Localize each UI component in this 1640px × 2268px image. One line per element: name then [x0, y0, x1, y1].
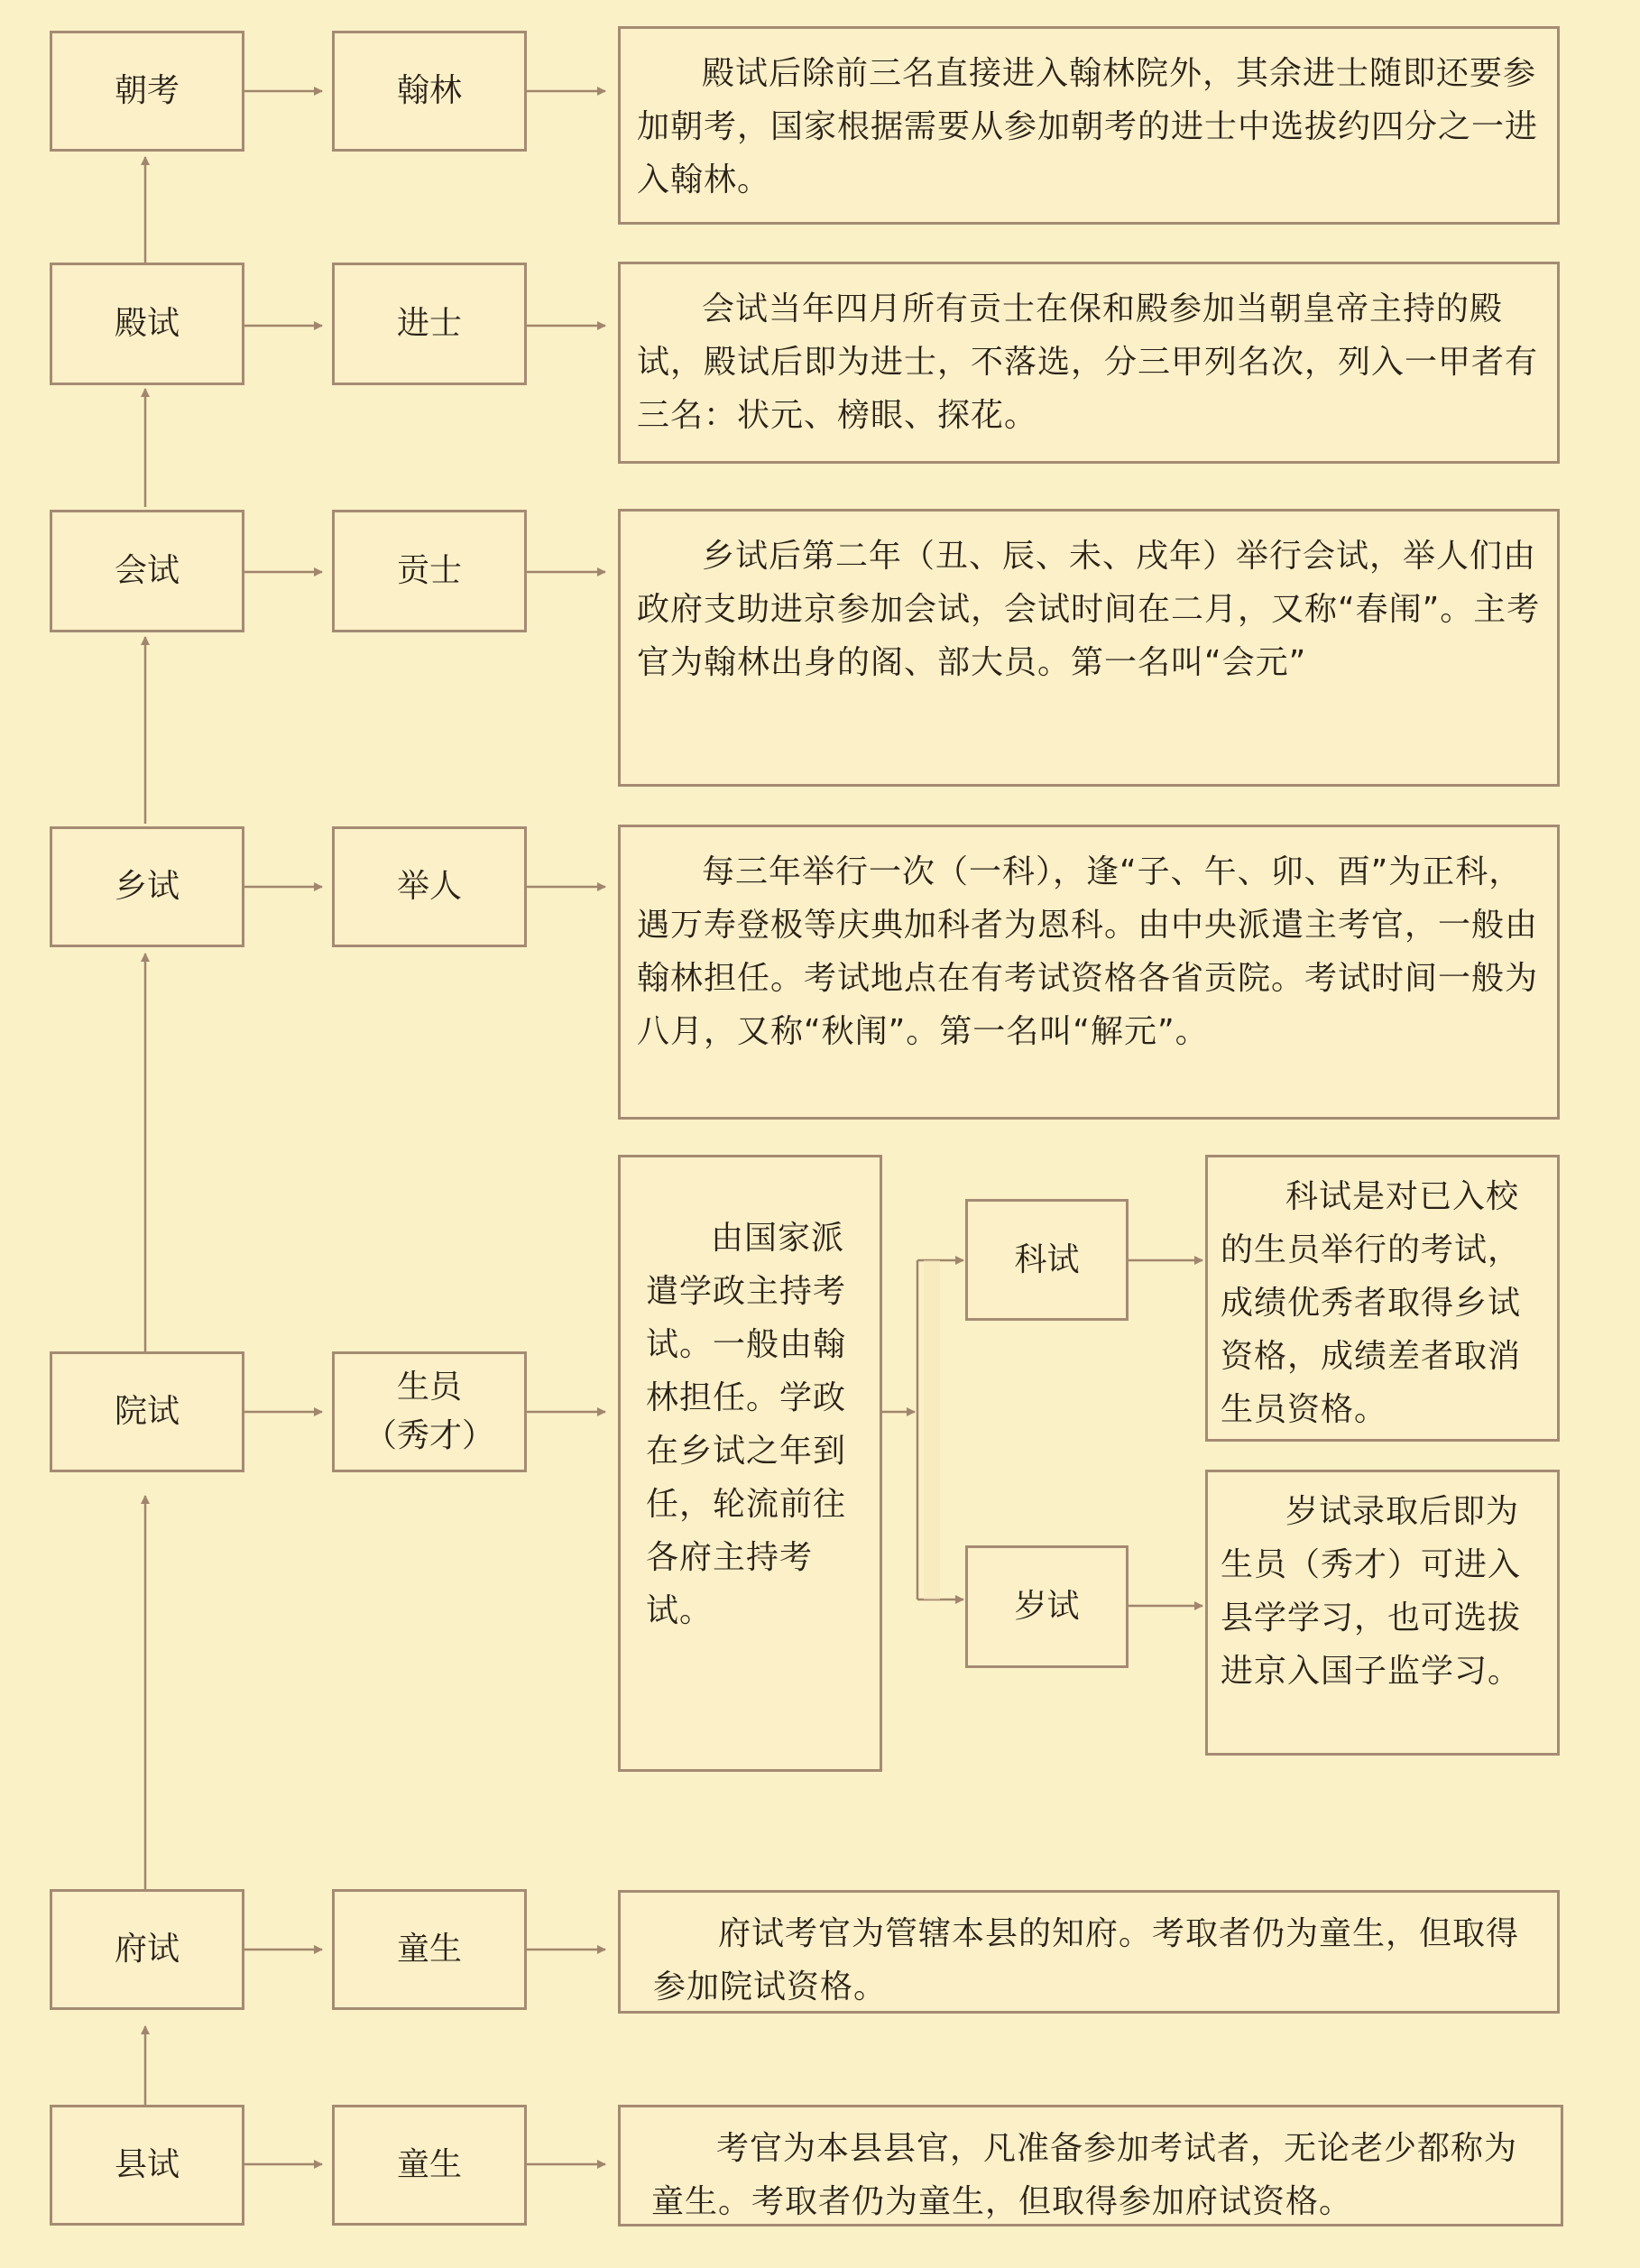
desc-keshi — [1205, 1155, 1560, 1442]
subexam-keshi — [965, 1199, 1129, 1321]
subexam-suishi-label: 岁试 — [1014, 1588, 1080, 1625]
stage-huishi — [50, 510, 244, 632]
desc-yuanshi-text: 由国家派遣学政主持考试。一般由翰林担任。学政在乡试之年到任，轮流前往各府主持考试。 — [646, 1220, 847, 1629]
title-tongsheng-xian — [332, 2105, 527, 2226]
stage-yuanshi-label: 院试 — [114, 1393, 180, 1430]
title-juren — [332, 826, 527, 947]
title-juren-label: 举人 — [396, 868, 462, 905]
stage-yuanshi — [50, 1351, 244, 1472]
title-tongsheng-fu — [332, 1889, 527, 2010]
desc-huishi-text: 乡试后第二年（丑、辰、未、戌年）举行会试，举人们由政府支助进京参加会试，会试时间在二月，又称“春闱”。主考官为翰林出身的阁、部大员。第一名叫“会元” — [637, 538, 1541, 681]
desc-fushi — [618, 1890, 1560, 2014]
title-gongshi — [332, 510, 527, 632]
desc-chaokao-text: 殿试后除前三名直接进入翰林院外，其余进士随即还要参加朝考，国家根据需要从参加朝考的进士中选拔约四分之一进入翰林。 — [637, 55, 1539, 198]
title-shengyuan-label: 生员 — [396, 1369, 462, 1406]
desc-fushi-text: 府试考官为管辖本县的知府。考取者仍为童生，但取得参加院试资格。 — [653, 1915, 1520, 2005]
desc-suishi-text: 岁试录取后即为生员（秀才）可进入县学学习，也可选拔进京入国子监学习。 — [1221, 1493, 1522, 1690]
subexam-suishi — [965, 1545, 1129, 1668]
desc-xianshi — [618, 2105, 1563, 2227]
subexam-keshi-label: 科试 — [1014, 1240, 1080, 1278]
desc-xiangshi — [618, 825, 1560, 1120]
desc-dianshi — [618, 262, 1560, 464]
stage-xiangshi-label: 乡试 — [114, 868, 180, 905]
stage-dianshi — [50, 263, 244, 385]
title-jinshi — [332, 263, 527, 385]
title-jinshi-label: 进士 — [396, 305, 462, 342]
stage-dianshi-label: 殿试 — [114, 305, 180, 342]
stage-huishi-label: 会试 — [114, 552, 180, 589]
title-shengyuan — [332, 1351, 527, 1472]
title-tongsheng-xian-label: 童生 — [396, 2146, 462, 2183]
title-hanlin — [332, 31, 527, 152]
desc-keshi-text: 科试是对已入校的生员举行的考试，成绩优秀者取得乡试资格，成绩差者取消生员资格。 — [1221, 1178, 1522, 1428]
title-gongshi-label: 贡士 — [396, 552, 462, 589]
title-tongsheng-fu-label: 童生 — [396, 1931, 462, 1968]
stage-xiangshi — [50, 826, 244, 947]
stage-xianshi — [50, 2105, 244, 2226]
desc-chaokao — [618, 26, 1560, 225]
stage-chaokao-label: 朝考 — [114, 72, 180, 109]
stage-fushi — [50, 1889, 244, 2010]
stage-chaokao — [50, 31, 244, 152]
desc-suishi — [1205, 1470, 1560, 1756]
desc-huishi — [618, 509, 1560, 787]
desc-xiangshi-text: 每三年举行一次（一科），逢“子、午、卯、酉”为正科，遇万寿登极等庆典加科者为恩科。由中央派遣主考官，一般由翰林担任。考试地点在有考试资格各省贡院。考试时间一般为八月，又称“秋闱”。第一名叫“解元”。 — [637, 853, 1539, 1050]
stage-xianshi-label: 县试 — [114, 2146, 180, 2183]
title-shengyuan-xiucai: （秀才） — [364, 1417, 494, 1454]
title-hanlin-label: 翰林 — [396, 72, 462, 109]
desc-xianshi-text: 考官为本县县官，凡准备参加考试者，无论老少都称为童生。考取者仍为童生，但取得参加府试资格。 — [651, 2130, 1518, 2220]
desc-yuanshi — [618, 1155, 882, 1772]
desc-dianshi-text: 会试当年四月所有贡士在保和殿参加当朝皇帝主持的殿试，殿试后即为进士，不落选，分三甲列名次，列入一甲者有三名：状元、榜眼、探花。 — [637, 290, 1539, 434]
stage-fushi-label: 府试 — [114, 1931, 180, 1968]
